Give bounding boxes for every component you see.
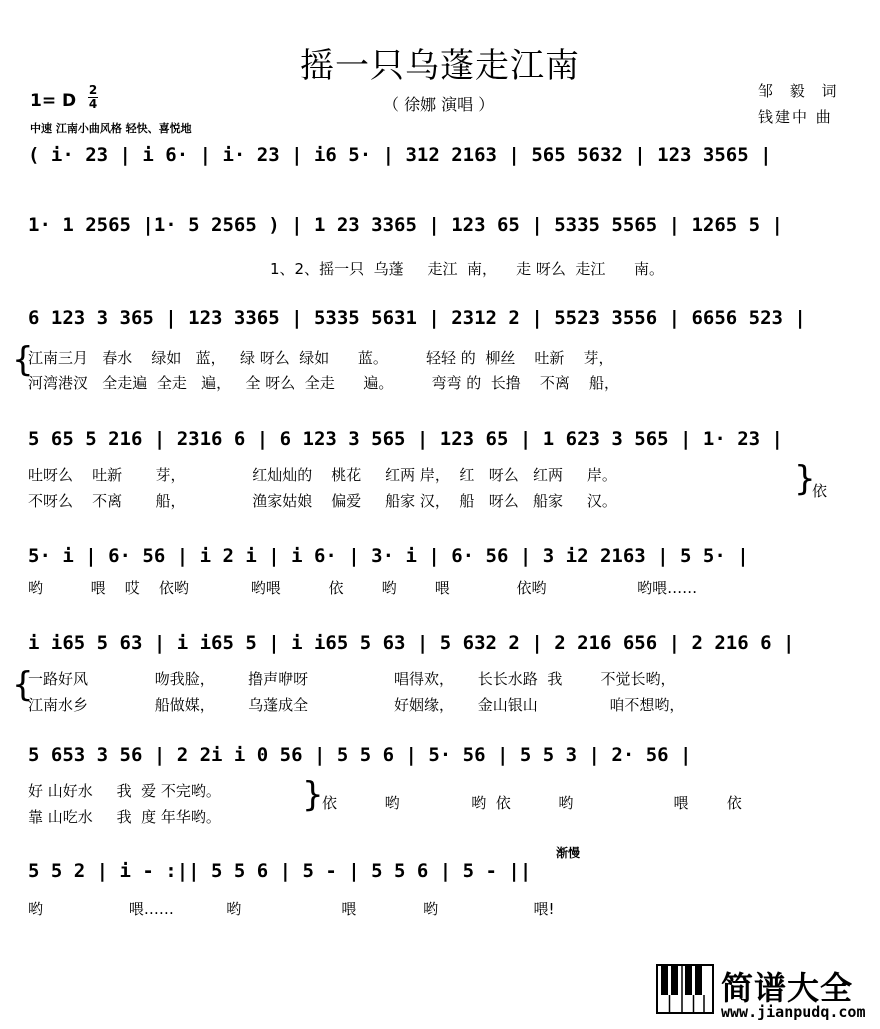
notation-line: 5 65 5 216 | 2316 6 | 6 123 3 565 | 123 65 | 1 623 3 565 | 1· 23 | bbox=[28, 428, 783, 450]
composer-credit: 钱建中 曲 bbox=[758, 108, 833, 126]
lyric-verse-1: 江南三月 春水 绿如 蓝， 绿 呀么 绿如 蓝。 轻轻 的 柳丝 吐新 芽， bbox=[28, 349, 614, 367]
notation-line: 5 653 3 56 | 2 2i i 0 56 | 5 5 6 | 5· 56 | 5 5 3 | 2· 56 | bbox=[28, 744, 692, 766]
notation-line: ( i· 23 | i 6· | i· 23 | i6 5· | 312 2163 | 565 5632 | 123 3565 | bbox=[28, 144, 772, 166]
lyric-verse-1: 一路好风 吻我脸， 撸声咿呀 唱得欢， 长长水路 我 不觉长哟， bbox=[28, 670, 676, 688]
lyric-verse-2: 不呀么 不离 船， 渔家姑娘 偏爱 船家 汉， 船 呀么 船家 汉。 bbox=[28, 492, 617, 510]
notation-line: 6 123 3 365 | 123 3365 | 5335 5631 | 2312 2 | 5523 3556 | 6656 523 | bbox=[28, 307, 806, 329]
logo-url[interactable]: www.jianpudq.com bbox=[721, 1003, 866, 1021]
performer-credit: （ 徐娜 演唱 ） bbox=[383, 95, 495, 114]
ritardando-mark: 渐慢 bbox=[556, 846, 581, 860]
time-top: 2 bbox=[88, 83, 98, 97]
time-bottom: 4 bbox=[88, 97, 98, 111]
logo-text: 简谱大全 bbox=[721, 969, 854, 1007]
lyric-line: 1、2、摇一只 乌蓬 走江 南， 走 呀么 走江 南。 bbox=[270, 260, 664, 278]
lyric-line: 哟 喂 哎 依哟 哟喂 依 哟 喂 依哟 哟喂…… bbox=[28, 579, 698, 597]
lyric-tail: 依 bbox=[812, 482, 828, 500]
notation-line: 1· 1 2565 |1· 5 2565 ) | 1 23 3365 | 123 65 | 5335 5565 | 1265 5 | bbox=[28, 214, 783, 236]
lyric-line: 哟 喂…… 哟 喂 哟 喂! bbox=[28, 900, 555, 918]
lyric-verse-2: 江南水乡 船做媒， 乌蓬成全 好姻缘， 金山银山 咱不想哟， bbox=[28, 696, 685, 714]
lyric-verse-2: 靠 山吃水 我 度 年华哟。 bbox=[28, 808, 221, 826]
site-logo[interactable] bbox=[655, 963, 873, 1025]
notation-line: 5· i | 6· 56 | i 2 i | i 6· | 3· i | 6· 56 | 3 i2 2163 | 5 5· | bbox=[28, 545, 749, 567]
lyric-tail: 依 哟 哟 依 哟 喂 依 bbox=[322, 794, 742, 812]
tempo-marking: 中速 江南小曲风格 轻快、喜悦地 bbox=[30, 122, 192, 135]
lyric-verse-2: 河湾港汊 全走遍 全走 遍， 全 呀么 全走 遍。 弯弯 的 长撸 不离 船， bbox=[28, 374, 619, 392]
song-title: 摇一只乌蓬走江南 bbox=[300, 46, 580, 86]
piano-keys-icon bbox=[655, 963, 715, 1015]
lyricist-credit: 邹 毅 词 bbox=[758, 82, 843, 100]
lyric-verse-1: 好 山好水 我 爱 不完哟。 bbox=[28, 782, 221, 800]
notation-line: i i65 5 63 | i i65 5 | i i65 5 63 | 5 632 2 | 2 216 656 | 2 216 6 | bbox=[28, 632, 795, 654]
time-signature bbox=[88, 84, 98, 111]
notation-line: 5 5 2 | i - :|| 5 5 6 | 5 - | 5 5 6 | 5 - || bbox=[28, 860, 532, 882]
lyric-verse-1: 吐呀么 吐新 芽， 红灿灿的 桃花 红两 岸， 红 呀么 红两 岸。 bbox=[28, 466, 617, 484]
key-signature: 1= D bbox=[30, 91, 77, 111]
